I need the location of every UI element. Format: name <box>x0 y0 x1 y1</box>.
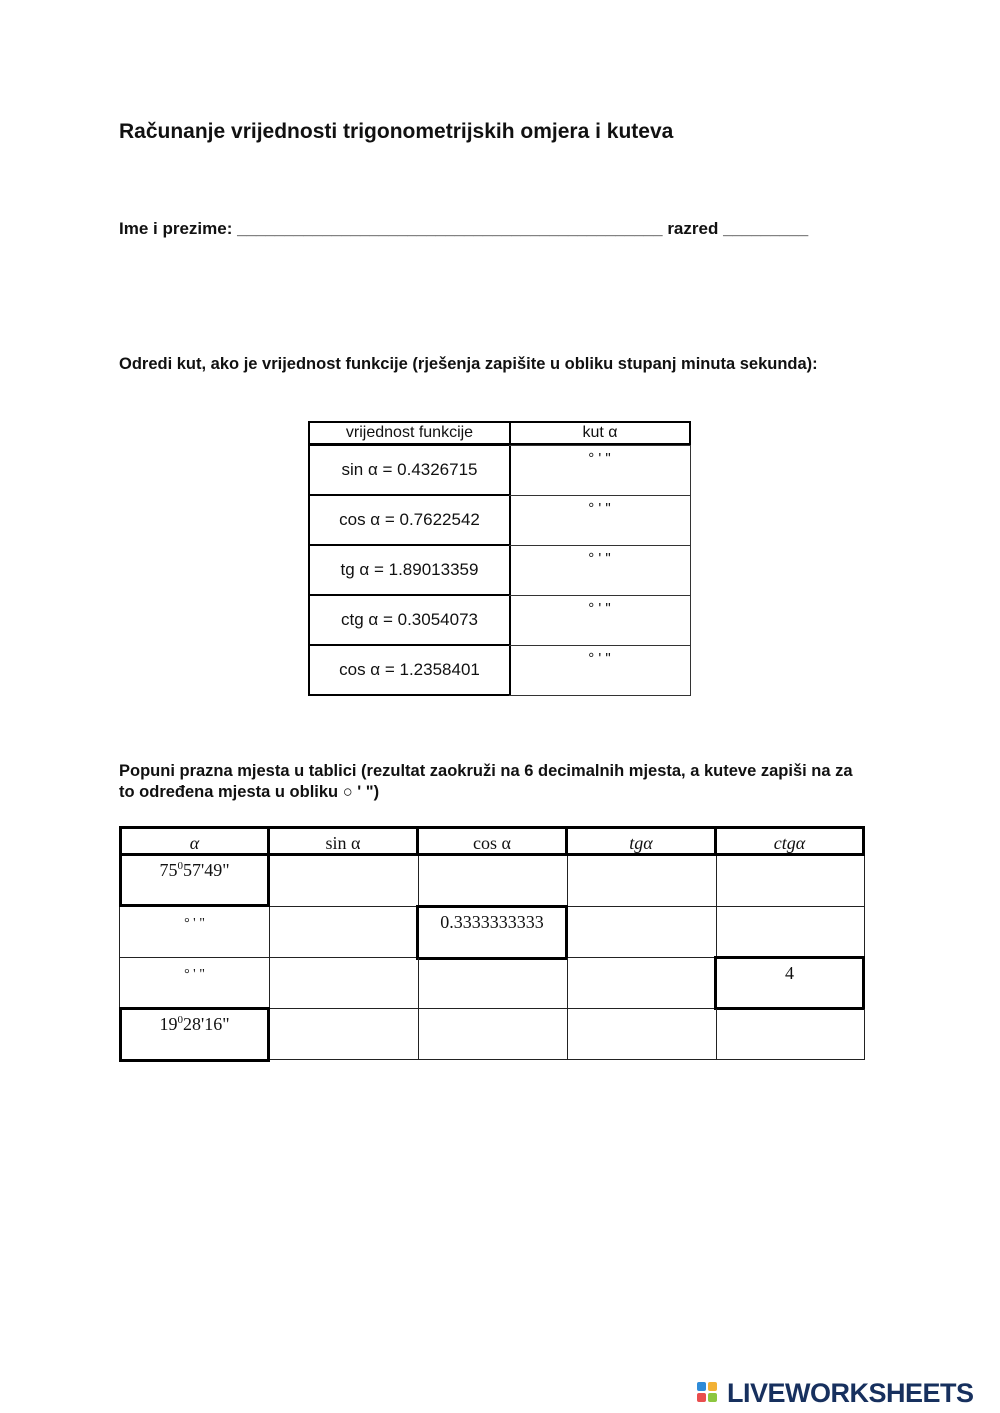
task2-alpha-input[interactable]: ° ' " <box>119 907 270 958</box>
task1-function-cell: sin α = 0.4326715 <box>308 444 511 496</box>
task2-sin-input[interactable] <box>270 907 419 958</box>
task1-function-cell: cos α = 0.7622542 <box>308 494 511 546</box>
logo-text: LIVEWORKSHEETS <box>727 1378 974 1408</box>
name-label: Ime i prezime: <box>119 219 233 238</box>
task2-sin-input[interactable] <box>270 958 419 1009</box>
task2-sin-input[interactable] <box>270 1009 419 1060</box>
task2-ctg-input[interactable] <box>717 856 865 907</box>
task2-sin-input[interactable] <box>270 856 419 907</box>
task2-header-tg: tgα <box>565 826 717 856</box>
task2-tg-input[interactable] <box>568 856 717 907</box>
task2-ctg-input[interactable] <box>717 1009 865 1060</box>
task1-header-function: vrijednost funkcije <box>308 421 511 445</box>
name-blank[interactable]: _____________________________________________ <box>237 219 663 238</box>
task2-instruction: Popuni prazna mjesta u tablici (rezultat zaokruži na 6 decimalnih mjesta, a kuteve zapiši na za to određena mjesta u obliku ○ ' ") <box>119 762 853 801</box>
task2-cos-input[interactable] <box>419 958 568 1009</box>
task1-table <box>308 421 691 696</box>
task1-function-cell: cos α = 1.2358401 <box>308 644 511 696</box>
task2-tg-input[interactable] <box>568 958 717 1009</box>
task1-angle-input[interactable]: ° ' " <box>509 595 691 646</box>
task2-alpha-input[interactable]: ° ' " <box>119 958 270 1009</box>
task1-function-cell: tg α = 1.89013359 <box>308 544 511 596</box>
task2-cos-input[interactable] <box>419 856 568 907</box>
task2-alpha-given: $19^028'16$" <box>119 1007 270 1062</box>
logo-square-icon <box>708 1382 717 1391</box>
logo-square-icon <box>697 1382 706 1391</box>
name-line <box>119 219 808 239</box>
task1-instruction: Odredi kut, ako je vrijednost funkcije (rješenja zapišite u obliku stupanj minuta sekunda): <box>119 355 818 373</box>
task2-header-ctg: ctgα <box>714 826 865 856</box>
logo-square-icon <box>708 1393 717 1402</box>
class-label: razred <box>667 219 719 238</box>
logo-square-icon <box>697 1393 706 1402</box>
task2-header-alpha: α <box>119 826 270 856</box>
task2-header-sin: sin α <box>267 826 419 856</box>
task2-tg-input[interactable] <box>568 1009 717 1060</box>
task1-angle-input[interactable]: ° ' " <box>509 545 691 596</box>
task2-ctg-given: 4 <box>714 956 865 1010</box>
task1-function-cell: ctg α = 0.3054073 <box>308 594 511 646</box>
task2-header-cos: cos α <box>416 826 568 856</box>
task1-angle-input[interactable]: ° ' " <box>509 445 691 496</box>
class-blank[interactable]: _________ <box>723 219 809 238</box>
task2-alpha-given: $75^057'49$" <box>119 853 270 907</box>
task2-cos-given: 0.3333333333 <box>416 905 568 960</box>
task1-header-angle: kut α <box>509 421 691 445</box>
task1-angle-input[interactable]: ° ' " <box>509 645 691 696</box>
task1-angle-input[interactable]: ° ' " <box>509 495 691 546</box>
task2-cos-input[interactable] <box>419 1009 568 1060</box>
task2-table <box>119 826 865 1062</box>
task2-tg-input[interactable] <box>568 907 717 958</box>
page-title: Računanje vrijednosti trigonometrijskih omjera i kuteva <box>119 120 674 143</box>
task2-ctg-input[interactable] <box>717 907 865 958</box>
